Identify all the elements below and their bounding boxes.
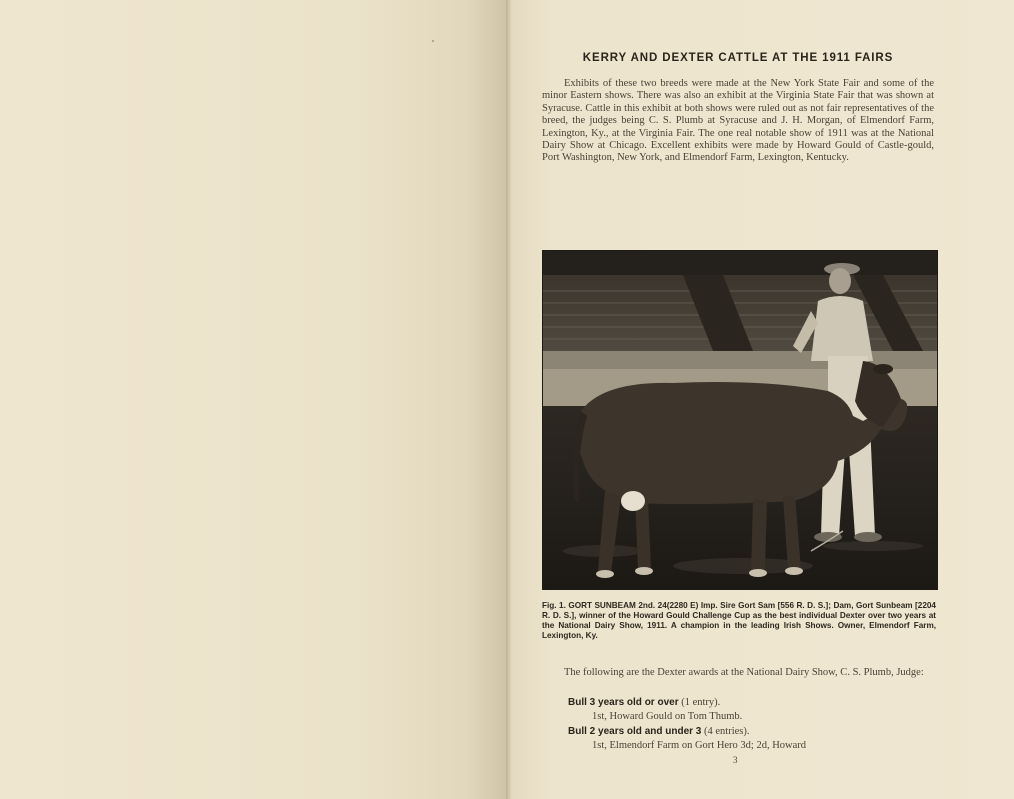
intro-paragraph: Exhibits of these two breeds were made at the New York State Fair and some of the minor Eastern shows. There was also an exhibit at the Virginia State Fair that was shown at Syracuse. Cattle in this exhibit at both shows were ruled out as not fair representatives of the breed, the judges being C. S. Plumb at Syracuse and J. H. Morgan, of Elmendorf Farm, Lexington, Ky., at the Virginia Fair. The one real notable show of 1911 was at the National Dairy Show at Chicago. Excellent exhibits were made by Howard Gould of Castle-gould, Port Washington, New York, and Elmendorf Farm, Lexington, Kentucky. bbox=[542, 78, 934, 164]
page-number: 3 bbox=[733, 755, 738, 765]
figure-caption: Fig. 1. GORT SUNBEAM 2nd. 24(2280 E) Imp. Sire Gort Sam [556 R. D. S.]; Dam, Gort Sunbeam [2204 R. D. S.], winner of the Howard Gould Challenge Cup as the best individual Dexter over two years at the National Dairy Show, 1911. A champion in the leading Irish Shows. Owner, Elmendorf Farm, Lexington, Ky. bbox=[542, 601, 936, 640]
award-result-bull-2-years: 1st, Elmendorf Farm on Gort Hero 3d; 2d, Howard bbox=[592, 740, 807, 751]
award-result-bull-3-years: 1st, Howard Gould on Tom Thumb. bbox=[592, 711, 743, 722]
article-body bbox=[542, 52, 934, 165]
award-class: Bull 2 years old and under 3 bbox=[568, 726, 702, 737]
right-page bbox=[512, 0, 1014, 799]
article-title: KERRY AND DEXTER CATTLE AT THE 1911 FAIRS bbox=[582, 52, 894, 64]
left-page-blank bbox=[0, 0, 506, 799]
award-entries: (1 entry). bbox=[681, 697, 721, 708]
cattle-photograph bbox=[542, 250, 938, 590]
photo-illustration bbox=[543, 251, 937, 589]
award-entries: (4 entries). bbox=[704, 726, 750, 737]
paper-speck bbox=[432, 40, 434, 42]
award-class: Bull 3 years old or over bbox=[568, 697, 679, 708]
award-heading-bull-2-years bbox=[568, 726, 749, 737]
award-heading-bull-3-years bbox=[568, 697, 720, 708]
awards-intro: The following are the Dexter awards at the National Dairy Show, C. S. Plumb, Judge: bbox=[564, 667, 924, 678]
